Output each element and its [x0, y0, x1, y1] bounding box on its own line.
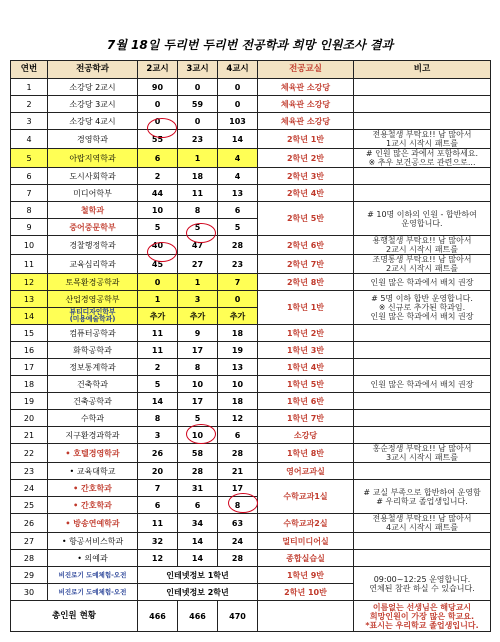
- row-note: [354, 113, 491, 130]
- row-dept: 아랍지역학과: [48, 149, 138, 168]
- row-period3: 28: [178, 463, 218, 480]
- row-period4: 17: [218, 480, 258, 497]
- row-period4: 23: [218, 255, 258, 274]
- row-period4: 19: [218, 342, 258, 359]
- row-room: 1학년 4반: [258, 359, 354, 376]
- row-no: 25: [11, 497, 48, 514]
- row-period3: 58: [178, 444, 218, 463]
- row-room: 1학년 3반: [258, 342, 354, 359]
- row-room: 수학교과2실: [258, 514, 354, 533]
- row-room: 2학년 2반: [258, 149, 354, 168]
- row-period3: 0: [178, 113, 218, 130]
- header-dept: 전공학과: [48, 61, 138, 79]
- table-row: [11, 255, 491, 274]
- row-period2: 6: [138, 497, 178, 514]
- table-row: [11, 342, 491, 359]
- row-room: 1학년 5반: [258, 376, 354, 393]
- row-room: 체육관 소강당: [258, 79, 354, 96]
- row-note: [354, 463, 491, 480]
- row-note: [354, 550, 491, 567]
- row-period4: 24: [218, 533, 258, 550]
- row-dept: 수학과: [48, 410, 138, 427]
- row-room: 종합실습실: [258, 550, 354, 567]
- total-row: [11, 601, 491, 632]
- row-period3: 17: [178, 393, 218, 410]
- row-room: 2학년 3반: [258, 168, 354, 185]
- row-note: [354, 410, 491, 427]
- table-row: [11, 291, 491, 308]
- row-period2: 3: [138, 427, 178, 444]
- header-note: 비고: [354, 61, 491, 79]
- row-room: 1학년 7반: [258, 410, 354, 427]
- row-note: # 5명 이하 합반 운영합니다. ※ 신규로 추가된 학과임. 인원 많은 학과에서 배치 권장: [354, 291, 491, 325]
- row-no: 8: [11, 202, 48, 219]
- row-period3: 5: [178, 410, 218, 427]
- row-note: # 인원 많은 과에서 포함하세요. ※ 추우 보건공으로 관련으로...: [354, 149, 491, 168]
- row-period3: 1: [178, 274, 218, 291]
- row-note: [354, 393, 491, 410]
- total-period4: 470: [218, 601, 258, 632]
- row-period3: 8: [178, 359, 218, 376]
- row-note: 전용철생 부탁요!! 남 많아서 1교시 시작시 패트를: [354, 130, 491, 149]
- row-period4: 7: [218, 274, 258, 291]
- row-room: 2학년 8반: [258, 274, 354, 291]
- row-dept: 건축공학과: [48, 393, 138, 410]
- table-row: [11, 149, 491, 168]
- row-no: 17: [11, 359, 48, 376]
- row-period4: 18: [218, 393, 258, 410]
- row-dept: 중어중문학부: [48, 219, 138, 236]
- row-no: 2: [11, 96, 48, 113]
- row-period4: 28: [218, 550, 258, 567]
- row-period2: 0: [138, 274, 178, 291]
- row-note: 용행철생 부탁요!! 남 많아서 2교시 시작시 패트를: [354, 236, 491, 255]
- table-row: [11, 130, 491, 149]
- row-dept: • 항공서비스학과: [48, 533, 138, 550]
- row-period4: 5: [218, 219, 258, 236]
- row-no: 12: [11, 274, 48, 291]
- row-dept: • 의예과: [48, 550, 138, 567]
- table-row: [11, 393, 491, 410]
- row-period4: 13: [218, 359, 258, 376]
- row-period4: 28: [218, 444, 258, 463]
- row-dept: 토목환경공학과: [48, 274, 138, 291]
- total-note: 이름없는 선생님은 해당교시 희망인원이 가장 많은 학교요. *표시는 우리학교 졸업생입니다.: [354, 601, 491, 632]
- header-period2: 2교시: [138, 61, 178, 79]
- row-no: 13: [11, 291, 48, 308]
- row-period4: 21: [218, 463, 258, 480]
- row-period3: 17: [178, 342, 218, 359]
- row-period4: 4: [218, 149, 258, 168]
- row-no: 7: [11, 185, 48, 202]
- row-period2: 6: [138, 149, 178, 168]
- row-no: 16: [11, 342, 48, 359]
- row-no: 30: [11, 584, 48, 601]
- row-period4: 63: [218, 514, 258, 533]
- row-period2: 1: [138, 291, 178, 308]
- row-no: 29: [11, 567, 48, 584]
- row-period3: 14: [178, 533, 218, 550]
- table-row: [11, 410, 491, 427]
- table-row: [11, 236, 491, 255]
- row-note: 인원 많은 학과에서 배치 권장: [354, 376, 491, 393]
- row-dept: 건축학과: [48, 376, 138, 393]
- row-period3: 27: [178, 255, 218, 274]
- row-no: 3: [11, 113, 48, 130]
- row-period4: 13: [218, 185, 258, 202]
- row-room: 2학년 7반: [258, 255, 354, 274]
- row-note: [354, 168, 491, 185]
- row-dept: 교육심리학과: [48, 255, 138, 274]
- row-dept: • 간호학과: [48, 497, 138, 514]
- row-period4: 18: [218, 325, 258, 342]
- header-period4: 4교시: [218, 61, 258, 79]
- row-period4: 14: [218, 130, 258, 149]
- row-period4: 6: [218, 427, 258, 444]
- row-period2: 11: [138, 325, 178, 342]
- row-period4: 12: [218, 410, 258, 427]
- total-label: 총인원 현황: [11, 601, 138, 632]
- total-period2: 466: [138, 601, 178, 632]
- row-no: 20: [11, 410, 48, 427]
- row-period2: 45: [138, 255, 178, 274]
- row-room: 2학년 1반: [258, 130, 354, 149]
- row-room: 2학년 5반: [258, 202, 354, 236]
- row-no: 11: [11, 255, 48, 274]
- row-period2: 44: [138, 185, 178, 202]
- row-dept: 산업경영공학부: [48, 291, 138, 308]
- row-period3: 18: [178, 168, 218, 185]
- row-dept: 소강당 4교시: [48, 113, 138, 130]
- row-period2: 90: [138, 79, 178, 96]
- row-room: 영어교과실: [258, 463, 354, 480]
- row-dept: 뷰티디자인학부 (미용예술학과): [48, 308, 138, 325]
- row-period4: 0: [218, 291, 258, 308]
- table-row: [11, 463, 491, 480]
- row-period4: 103: [218, 113, 258, 130]
- table-row: [11, 202, 491, 219]
- table-row: [11, 359, 491, 376]
- row-period4: 10: [218, 376, 258, 393]
- row-note: # 교실 부족으로 합반하여 운영함 # 우리학교 졸업생입니다.: [354, 480, 491, 514]
- row-dept: 철학과: [48, 202, 138, 219]
- row-period4: 28: [218, 236, 258, 255]
- row-dept: 소강당 2교시: [48, 79, 138, 96]
- row-no: 14: [11, 308, 48, 325]
- row-period2: 12: [138, 550, 178, 567]
- row-no: 6: [11, 168, 48, 185]
- row-period2: 8: [138, 410, 178, 427]
- row-note: [354, 96, 491, 113]
- table-row: [11, 325, 491, 342]
- row-no: 1: [11, 79, 48, 96]
- row-period2: 2: [138, 168, 178, 185]
- row-no: 21: [11, 427, 48, 444]
- row-room: 2학년 4반: [258, 185, 354, 202]
- row-note: [354, 427, 491, 444]
- table-row: [11, 185, 491, 202]
- row-period4: 0: [218, 79, 258, 96]
- row-note: [354, 342, 491, 359]
- row-dept: 정보통계학과: [48, 359, 138, 376]
- row-period3: 10: [178, 376, 218, 393]
- row-period2: 10: [138, 202, 178, 219]
- row-no: 22: [11, 444, 48, 463]
- header-row: [11, 61, 491, 79]
- row-note: [354, 533, 491, 550]
- row-room: 소강당: [258, 427, 354, 444]
- header-room: 전공교실: [258, 61, 354, 79]
- row-period3: 8: [178, 202, 218, 219]
- table-row: [11, 96, 491, 113]
- row-period3: 3: [178, 291, 218, 308]
- row-period3: 1: [178, 149, 218, 168]
- row-period4: 0: [218, 96, 258, 113]
- row-period2: 11: [138, 342, 178, 359]
- row-note: [354, 79, 491, 96]
- row-period4: 4: [218, 168, 258, 185]
- table-row: [11, 533, 491, 550]
- row-period2: 7: [138, 480, 178, 497]
- row-period3: 5: [178, 219, 218, 236]
- row-dept: 도시사회학과: [48, 168, 138, 185]
- row-note: 조명통생 부탁요!! 남 많아서 2교시 시작시 패트를: [354, 255, 491, 274]
- row-period2: 14: [138, 393, 178, 410]
- row-period4: 8: [218, 497, 258, 514]
- row-no: 27: [11, 533, 48, 550]
- row-period3: 6: [178, 497, 218, 514]
- row-no: 23: [11, 463, 48, 480]
- row-period3: 0: [178, 79, 218, 96]
- row-period2: 20: [138, 463, 178, 480]
- row-period2: 0: [138, 96, 178, 113]
- row-no: 24: [11, 480, 48, 497]
- row-no: 9: [11, 219, 48, 236]
- row-period2: 5: [138, 219, 178, 236]
- table-row: [11, 427, 491, 444]
- row-dept: • 교육대학교: [48, 463, 138, 480]
- row-merged-period: 인테넷정보 1학년: [138, 567, 258, 584]
- row-no: 19: [11, 393, 48, 410]
- table-row: [11, 567, 491, 584]
- row-period2: 2: [138, 359, 178, 376]
- row-period4: 6: [218, 202, 258, 219]
- row-period3: 31: [178, 480, 218, 497]
- row-dept: 비진로기 도예체험-오전: [48, 567, 138, 584]
- row-period2: 40: [138, 236, 178, 255]
- survey-table: [10, 60, 491, 632]
- row-no: 28: [11, 550, 48, 567]
- row-dept: 경영학과: [48, 130, 138, 149]
- row-period3: 9: [178, 325, 218, 342]
- row-period3: 34: [178, 514, 218, 533]
- row-dept: • 간호학과: [48, 480, 138, 497]
- row-period2: 32: [138, 533, 178, 550]
- row-room: 2학년 10반: [258, 584, 354, 601]
- row-no: 18: [11, 376, 48, 393]
- row-period3: 14: [178, 550, 218, 567]
- table-row: [11, 113, 491, 130]
- row-no: 15: [11, 325, 48, 342]
- row-dept: 컴퓨터공학과: [48, 325, 138, 342]
- row-dept: 지구환경과학과: [48, 427, 138, 444]
- row-note: 인원 많은 학과에서 배치 권장: [354, 274, 491, 291]
- row-note: 09:00~12:25 운영합니다. 연체된 참관 하실 수 있습니다.: [354, 567, 491, 601]
- row-period3: 10: [178, 427, 218, 444]
- row-room: 1학년 8반: [258, 444, 354, 463]
- total-period3: 466: [178, 601, 218, 632]
- row-period4: 추가: [218, 308, 258, 325]
- row-period3: 47: [178, 236, 218, 255]
- header-no: 연번: [11, 61, 48, 79]
- row-note: 전용철생 부탁요!! 남 많아서 4교시 시작시 패트를: [354, 514, 491, 533]
- total-room: [258, 601, 354, 632]
- row-room: 수학교과1실: [258, 480, 354, 514]
- row-period3: 23: [178, 130, 218, 149]
- row-dept: 미디어학부: [48, 185, 138, 202]
- row-no: 5: [11, 149, 48, 168]
- row-dept: 소강당 3교시: [48, 96, 138, 113]
- row-period2: 26: [138, 444, 178, 463]
- row-dept: • 호텔경영학과: [48, 444, 138, 463]
- row-room: 1학년 1반: [258, 291, 354, 325]
- table-row: [11, 550, 491, 567]
- row-note: [354, 325, 491, 342]
- row-period2: 55: [138, 130, 178, 149]
- row-room: 1학년 2반: [258, 325, 354, 342]
- row-dept: 경찰행정학과: [48, 236, 138, 255]
- row-no: 4: [11, 130, 48, 149]
- row-merged-period: 인테넷정보 2학년: [138, 584, 258, 601]
- row-room: 멀티미디어실: [258, 533, 354, 550]
- row-dept: 화학공학과: [48, 342, 138, 359]
- row-note: [354, 359, 491, 376]
- row-room: 체육관 소강당: [258, 96, 354, 113]
- row-dept: 비진로기 도예체험-오전: [48, 584, 138, 601]
- row-room: 1학년 9반: [258, 567, 354, 584]
- row-no: 26: [11, 514, 48, 533]
- row-note: # 10명 이하의 인원 - 합반하여 운영합니다.: [354, 202, 491, 236]
- row-period3: 59: [178, 96, 218, 113]
- table-row: [11, 514, 491, 533]
- row-room: 2학년 6반: [258, 236, 354, 255]
- table-row: [11, 168, 491, 185]
- table-row: [11, 444, 491, 463]
- row-room: 1학년 6반: [258, 393, 354, 410]
- row-note: 홍순정생 부탁요!! 남 많아서 3교시 시작시 패트를: [354, 444, 491, 463]
- table-row: [11, 274, 491, 291]
- row-note: [354, 185, 491, 202]
- table-row: [11, 480, 491, 497]
- header-period3: 3교시: [178, 61, 218, 79]
- table-row: [11, 79, 491, 96]
- row-dept: • 방송연예학과: [48, 514, 138, 533]
- row-period2: 5: [138, 376, 178, 393]
- row-no: 10: [11, 236, 48, 255]
- row-room: 체육관 소강당: [258, 113, 354, 130]
- row-period2: 추가: [138, 308, 178, 325]
- row-period2: 0: [138, 113, 178, 130]
- page-title: 7월 18일 두리번 두리번 전공학과 희망 인원조사 결과: [106, 38, 394, 52]
- row-period2: 11: [138, 514, 178, 533]
- row-period3: 추가: [178, 308, 218, 325]
- table-row: [11, 376, 491, 393]
- row-period3: 11: [178, 185, 218, 202]
